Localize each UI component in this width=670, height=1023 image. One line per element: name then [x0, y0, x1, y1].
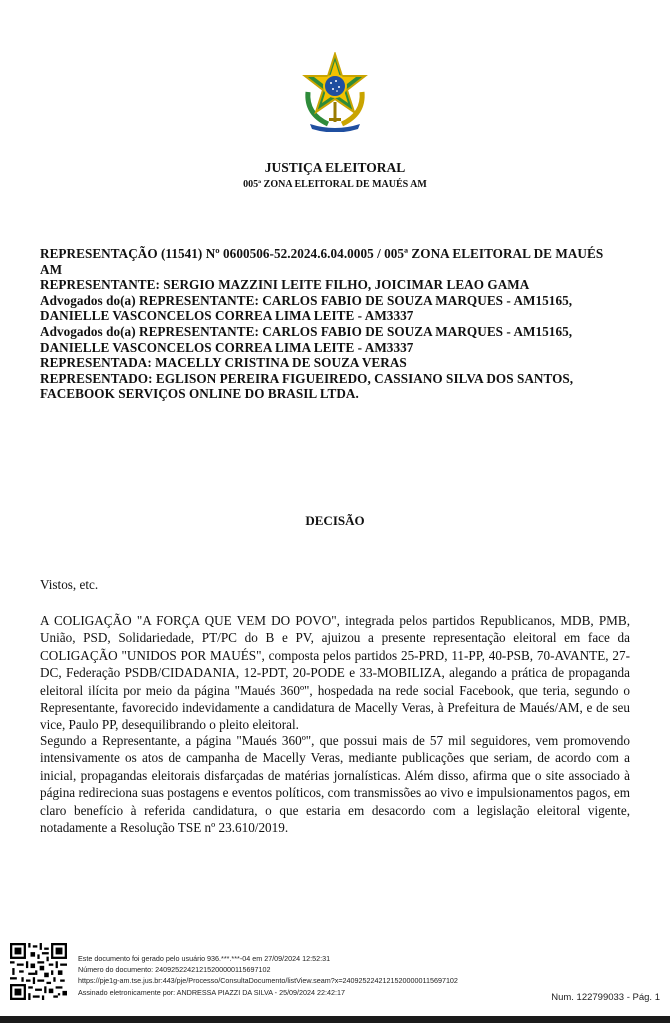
decision-title: DECISÃO	[305, 513, 365, 528]
brazil-coat-of-arms-icon	[298, 52, 372, 132]
paragraph-opening: Vistos, etc.	[40, 577, 99, 592]
footer-line: Este documento foi gerado pelo usuário 936.***.***-04 em 27/09/2024 12:52:31	[78, 954, 331, 963]
case-header-line: REPRESENTAÇÃO (11541) Nº 0600506-52.2024.6.04.0005 / 005ª ZONA ELEITORAL DE MAUÉS	[40, 246, 604, 261]
footer-line: Assinado eletronicamente por: ANDRESSA PIAZZI DA SILVA - 25/09/2024 22:42:17	[78, 987, 346, 997]
paragraph-1: A COLIGAÇÃO "A FORÇA QUE VEM DO POVO", integrada pelos partidos Republicanos, MDB, PMB, União, PSD, Solidariedade, PT/PC do B e PV, ajuizou a presente representação eleitoral em face da COLIGAÇÃO "UNIDOS POR MAUÉS", composta pelos partidos 25-PRD, 11-PP, 40-PSB, 70-AVANTE, 27-DC, Federação PSDB/CIDADANIA, 12-PDT, 20-PODE e 33-MOBILIZA, alegando a prática de propaganda eleitoral ilícita por meio da página "Maués 360º", hospedada na rede social Facebook, que teria, segundo o Representante, favorecido indevidamente a candidatura de Macelly Veras, à Prefeitura de Maués/AM, e de seu vice, Paulo PP, desequilibrando o pleito eleitoral.	[40, 613, 630, 733]
case-header-line: REPRESENTANTE: SERGIO MAZZINI LEITE FILHO, JOICIMAR LEAO GAMA	[40, 277, 530, 293]
paragraph-2: Segundo a Representante, a página "Maués 360º", que possui mais de 57 mil seguidores, vem promovendo intensivamente os atos de campanha de Macelly Veras, mediante publicações que seriam, de acordo com a inicial, propagandas eleitorais disfarçadas de matérias jornalísticas. Além disso, afirma que o site associado à página redireciona suas postagens e eventos políticos, com transmissões ao vivo e impulsionamentos pagos, em claro benefício à referida candidatura, o que estaria em desacordo com a legislação eleitoral vigente, notadamente a Resolução TSE nº 23.610/2019.	[40, 733, 630, 836]
bottom-bar	[0, 1016, 670, 1023]
page-number: Num. 122799033 - Pág. 1	[551, 992, 660, 1003]
case-header-line: REPRESENTADO: EGLISON PEREIRA FIGUEIREDO, CASSIANO SILVA DOS SANTOS,	[40, 370, 574, 386]
footer-url[interactable]: https://pje1g-am.tse.jus.br:443/pje/Processo/ConsultaDocumento/listView.seam?x=24092522421215200000115697102	[78, 976, 458, 986]
electoral-zone: 005ª ZONA ELEITORAL DE MAUÉS AM	[243, 179, 427, 190]
footer-line: Número do documento: 24092522421215200000115697102	[78, 965, 271, 975]
case-header-line: DANIELLE VASCONCELOS CORREA LIMA LEITE - AM3337	[40, 339, 414, 355]
case-header-line: AM	[40, 261, 63, 277]
case-header-line: DANIELLE VASCONCELOS CORREA LIMA LEITE - AM3337	[40, 308, 414, 324]
case-header-line: Advogados do(a) REPRESENTANTE: CARLOS FABIO DE SOUZA MARQUES - AM15165,	[40, 323, 573, 339]
case-header	[40, 246, 632, 402]
document-generation-info	[78, 953, 548, 998]
qr-code-icon	[10, 943, 67, 1000]
case-header-line: REPRESENTADA: MACELLY CRISTINA DE SOUZA VERAS	[40, 355, 407, 371]
court-title: JUSTIÇA ELEITORAL	[264, 160, 406, 175]
case-header-line: Advogados do(a) REPRESENTANTE: CARLOS FABIO DE SOUZA MARQUES - AM15165,	[40, 292, 573, 308]
case-header-line: FACEBOOK SERVIÇOS ONLINE DO BRASIL LTDA.	[40, 386, 359, 402]
